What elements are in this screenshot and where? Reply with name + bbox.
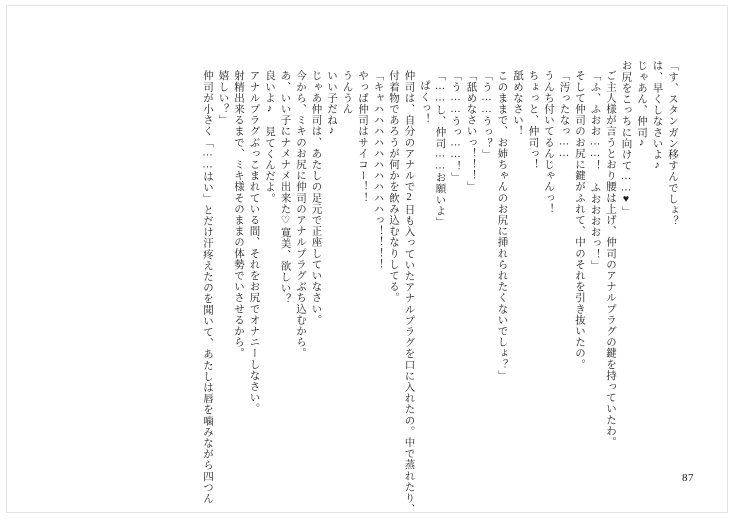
body-line: 仲司が小さく「……はい」とだけ汗疼えたのを聞いて、あたしは唇を噛みながら四つん xyxy=(202,70,213,504)
body-line: うんうん xyxy=(341,70,353,115)
body-line: 「……し、仲司……お願いよ」 xyxy=(434,70,446,228)
body-line: お尻をこっちに向けて……♥」 xyxy=(620,60,632,217)
body-line: 射精出来るまで、ミキ様そのままの体勢でいさせるから。 xyxy=(233,70,244,359)
body-line: アナルプラグぶっこまれている間、それをお尻でオナニーしなさい。 xyxy=(248,70,260,415)
body-line: うんち付いてるんじゃんっ！ xyxy=(543,70,554,215)
body-line: は、早くしなさいよ♪ xyxy=(651,60,663,172)
body-line: 「汚ったなっ…… xyxy=(558,70,570,160)
body-line: 「キャハハハハハハハハハハっ！！！！ xyxy=(372,70,384,270)
body-line: ちょっと、仲司っ！ xyxy=(527,70,539,170)
page-body-text xyxy=(60,60,680,515)
body-line: 舐めなさい！ xyxy=(512,70,523,137)
body-line: ご主人様が言うとおり腰は上げ、仲司のアナルプラグの鍵を持っていたわ。 xyxy=(605,70,616,448)
body-line: このままで、お姉ちゃんのお尻に挿れられたくないでしょ？」 xyxy=(496,70,508,381)
body-line: じゃあん、仲司♪ xyxy=(636,60,647,150)
body-line: ぱくっ！ xyxy=(419,80,430,125)
body-line: 「ふ、ふおお……！ ふおおおおっ！」 xyxy=(589,70,601,271)
body-line: 付着物であろうが何かを飲み込むなりしてる。 xyxy=(388,70,399,304)
body-line: いい子だね♪ xyxy=(326,70,337,138)
body-line: 仲司は、自分のアナルで2日も入っていたアナルプラグを口に入れたの。中で蒸れたり、 xyxy=(403,70,415,515)
page-number: 87 xyxy=(682,472,694,484)
body-line: 良いよ♪ 見てくんだよ。 xyxy=(264,70,275,204)
body-line: 今から、ミキのお尻に仲司のアナルプラグぶち込むから。 xyxy=(295,70,306,359)
body-line: そして仲司のお尻に鍵がふれて、中のそれを引き抜いたの。 xyxy=(574,70,585,370)
body-line: 嬉しい？」 xyxy=(217,70,229,126)
body-line: 「う……うっ……！」 xyxy=(450,70,461,183)
body-line: あ、いい子にナメナメ出来た♡寛美、欲しい？ xyxy=(279,70,291,305)
body-line: じゃあ仲司は、あたしの足元で正座していなさい。 xyxy=(310,70,322,326)
body-line: 「す、スタンガン移すんでしょ？ xyxy=(667,60,678,227)
body-line: 「う……うっ？」 xyxy=(481,70,492,160)
body-line: やっぱ仲司はサイコー！！ xyxy=(357,70,368,204)
body-line: 「舐めなさいっ！！！」 xyxy=(465,70,477,193)
